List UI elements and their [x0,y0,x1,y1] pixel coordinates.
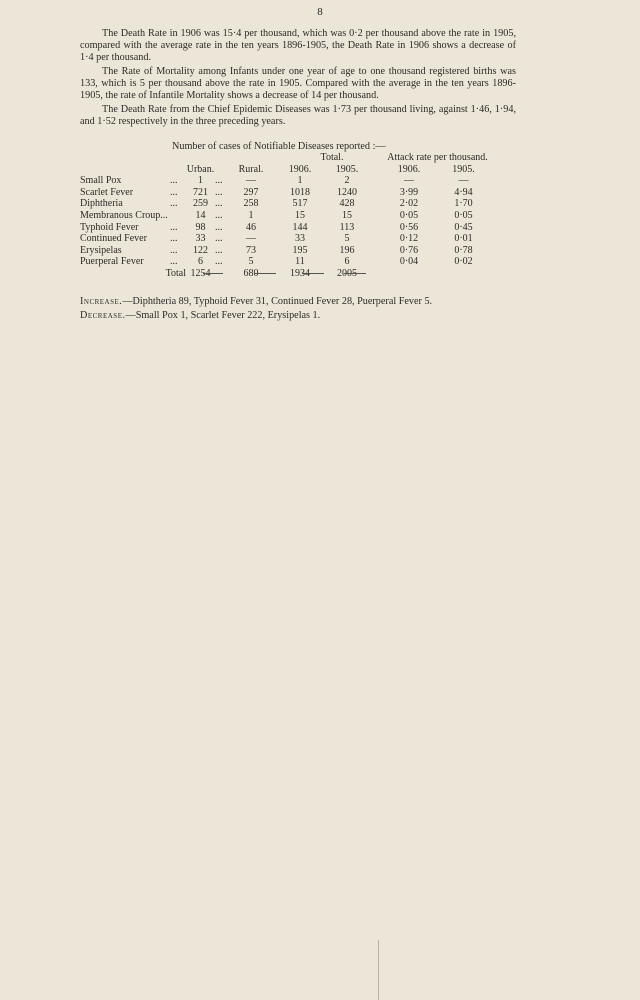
total-1905-cases: 15 [342,209,352,221]
notifiable-diseases-table [80,152,492,280]
disease-name: Diphtheria [80,198,123,210]
paper-fold-line [378,940,383,1000]
urban-cases: 122 [193,244,208,256]
attack-rate-1906: 2·02 [399,198,419,210]
table-row [80,233,492,245]
table-row [80,256,492,268]
total-1906-cases: 33 [295,233,305,245]
increase-label: Increase. [80,296,123,307]
total-1906: 1934 [290,267,310,279]
table-total-row [80,268,492,280]
decrease-label: Decrease. [80,310,126,321]
leader-dots: ... [215,198,223,210]
attack-rate-1906: 0·12 [399,233,419,245]
table-header [80,164,492,176]
rule-1905 [344,273,366,274]
header-attack-rate: Attack rate per thousand. [387,152,488,163]
rural-cases: 297 [243,186,259,198]
total-1906-cases: 15 [295,209,305,221]
attack-rate-1906: 0·05 [399,209,419,221]
header-attack-1905: 1905. [452,163,475,175]
decrease-text: —Small Pox 1, Scarlet Fever 222, Erysipelas 1. [125,310,321,321]
leader-dots: ... [170,198,178,210]
total-1906-cases: 11 [295,256,305,268]
paragraph-infant-mortality: The Rate of Mortality among Infants under one year of age to one thousand registered births was 133, which is 5 per thousand above the rate in 1905. Compared with the average in the ten years 1896-1905, the rate of Infantile Mortality shows a decrease of 14 per thousand. [80,66,516,101]
attack-rate-1906: 0·56 [399,221,419,233]
urban-cases: 33 [195,233,206,245]
disease-name: Continued Fever [80,233,147,245]
disease-name: Puerperal Fever [80,256,144,268]
attack-rate-1906: 0·76 [399,244,419,256]
table-row [80,198,492,210]
increase-text: —Diphtheria 89, Typhoid Fever 31, Continued Fever 28, Puerperal Fever 5. [122,296,433,307]
rural-cases: — [246,233,256,245]
leader-dots: ... [215,209,223,221]
table-intro: Number of cases of Notifiable Diseases reported :— [172,141,386,152]
total-1906-cases: 1018 [290,186,310,198]
leader-dots: ... [170,244,178,256]
leader-dots: ... [215,233,223,245]
disease-name: Erysipelas [80,244,122,256]
rural-cases: 258 [243,198,259,210]
attack-rate-1906: 3·99 [399,186,419,198]
leader-dots: ... [170,221,178,233]
total-1906-cases: 1 [297,175,303,187]
rule-1906 [302,273,324,274]
table-header-top [80,152,492,164]
rural-cases: 73 [246,244,256,256]
header-attack-1906: 1906. [397,163,421,175]
attack-rate-1905: 4·94 [454,186,473,198]
leader-dots: ... [170,175,178,187]
paragraph-death-rate: The Death Rate in 1906 was 15·4 per thousand, which was 0·2 per thousand above the rate in 1905, compared with the average rate in the ten years 1896-1905, the Death Rate in 1906 shows a decrease of 1·4 per thousand. [80,28,516,63]
header-total-1906: 1906. [288,163,312,175]
attack-rate-1905: 0·45 [454,221,473,233]
total-1905-cases: 113 [339,221,355,233]
total-1905-cases: 5 [344,233,350,245]
total-1905-cases: 2 [344,175,350,187]
rural-cases: 46 [246,221,256,233]
urban-cases: 98 [195,221,206,233]
attack-rate-1905: — [458,175,469,187]
total-rural: 680 [243,267,259,279]
attack-rate-1905: 0·78 [454,244,473,256]
leader-dots: ... [215,244,223,256]
table-row [80,222,492,234]
disease-name: Typhoid Fever [80,221,139,233]
total-1905-cases: 1240 [337,186,357,198]
total-1905-cases: 196 [339,244,355,256]
header-rural: Rural. [238,163,264,175]
rule-urban [203,273,223,274]
total-1906-cases: 144 [292,221,308,233]
urban-cases: 721 [193,186,208,198]
total-1905-cases: 428 [339,198,355,210]
table-row [80,245,492,257]
urban-cases: 1 [198,175,203,187]
rule-rural [254,273,276,274]
leader-dots: ... [215,175,223,187]
urban-cases: 14 [195,209,206,221]
attack-rate-1905: 0·01 [454,233,473,245]
leader-dots: ... [170,256,178,268]
total-1905: 2005 [337,267,357,279]
table-row [80,175,492,187]
leader-dots: ... [215,186,223,198]
disease-name: Scarlet Fever [80,186,134,198]
attack-rate-1905: 0·05 [454,209,473,221]
leader-dots: ... [170,233,178,245]
total-urban: 1254 [190,267,211,279]
rural-cases: 1 [248,209,254,221]
urban-cases: 6 [198,256,203,268]
header-total: Total. [320,152,344,163]
total-1906-cases: 195 [292,244,308,256]
header-total-1905: 1905. [335,163,359,175]
disease-name: Small Pox [80,175,122,187]
paragraph-epidemic-diseases: The Death Rate from the Chief Epidemic Diseases was 1·73 per thousand living, against 1·46, 1·94, and 1·52 respectively in the three preceding years. [80,104,516,127]
leader-dots: ... [215,221,223,233]
total-label: Total [165,267,186,279]
decrease-note [80,310,320,321]
header-urban: Urban. [186,163,215,175]
urban-cases: 259 [193,198,208,210]
page-number: 8 [317,6,323,18]
attack-rate-1905: 0·02 [454,256,473,268]
attack-rate-1905: 1·70 [454,198,473,210]
leader-dots: ... [170,186,178,198]
total-1906-cases: 517 [292,198,308,210]
attack-rate-1906: — [404,175,414,187]
increase-note [80,296,432,307]
disease-name: Membranous Croup... [80,209,168,221]
table-row [80,210,492,222]
rural-cases: — [246,175,256,187]
total-1905-cases: 6 [344,256,350,268]
rural-cases: 5 [248,256,254,268]
table-row [80,187,492,199]
leader-dots: ... [215,256,223,268]
leader-dots [170,210,186,222]
attack-rate-1906: 0·04 [399,256,419,268]
